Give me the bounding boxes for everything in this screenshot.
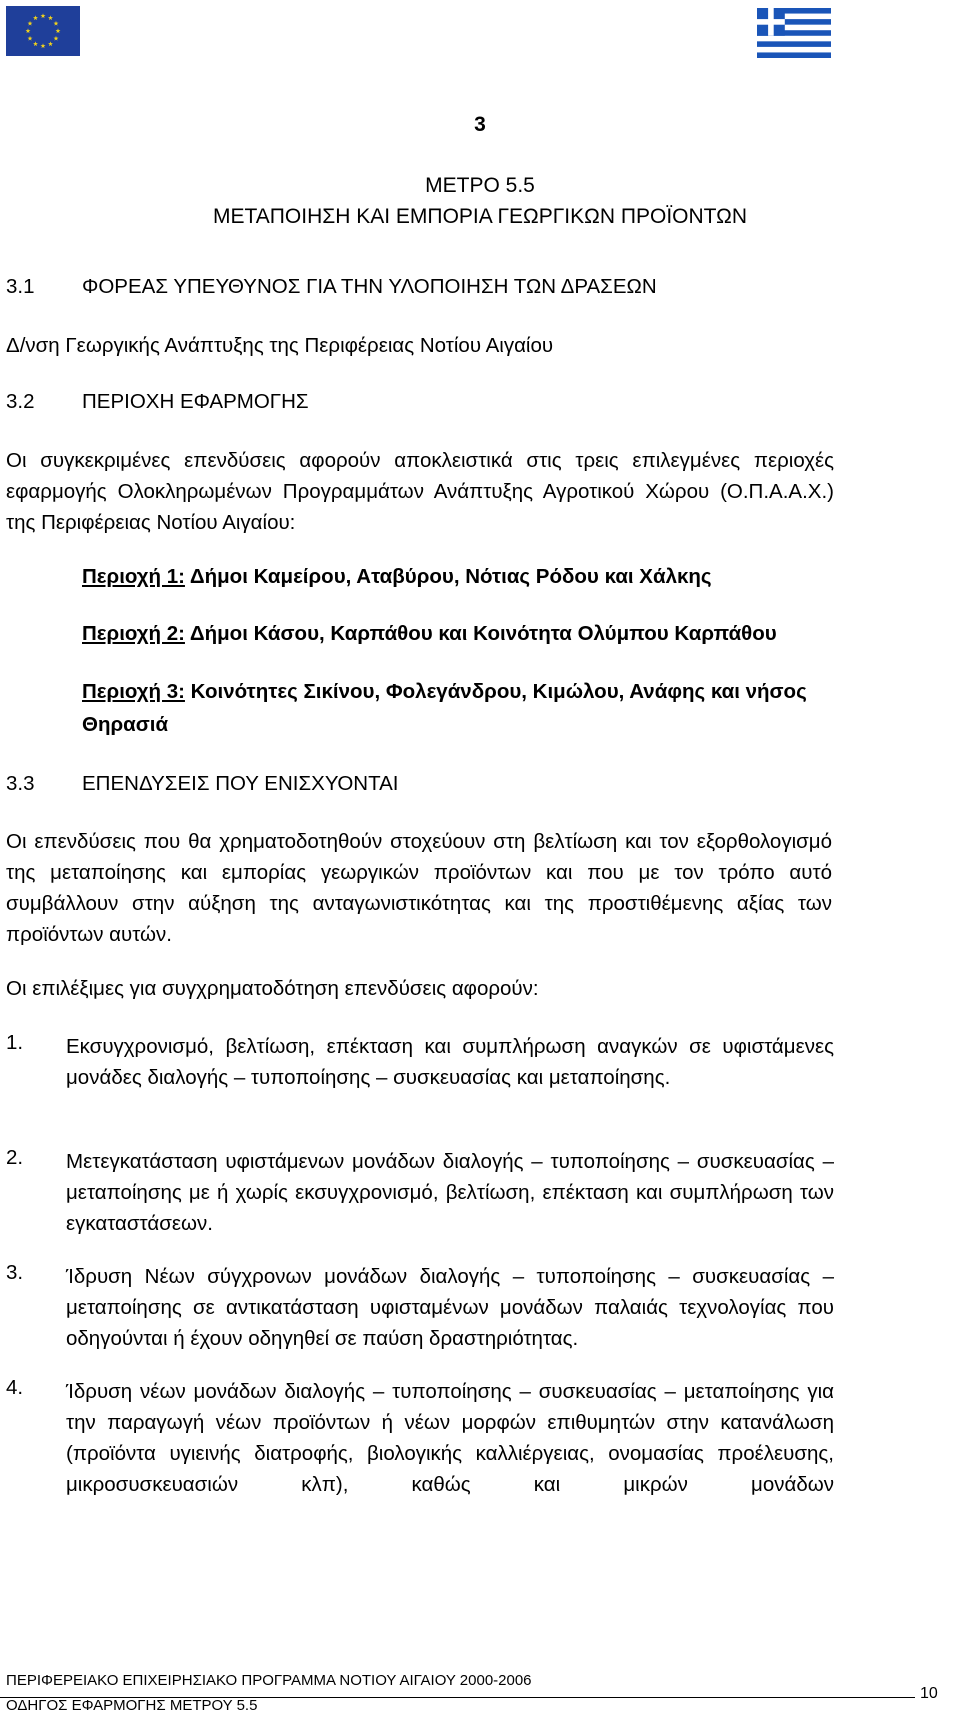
list-item-number: 1. — [6, 1031, 24, 1054]
measure-code: ΜΕΤΡΟ 5.5 — [425, 174, 535, 197]
list-item-number: 2. — [6, 1146, 24, 1169]
area-3 — [82, 675, 842, 741]
measure-heading — [0, 170, 960, 232]
area-text: Δήμοι Καμείρου, Αταβύρου, Νότιας Ρόδου και Χάλκης — [184, 565, 712, 588]
section-number: 3.2 — [6, 390, 35, 413]
chapter-number: 3 — [474, 113, 486, 136]
area-label: Περιοχή 2: — [82, 622, 185, 645]
section-title: ΕΠΕΝΔΥΣΕΙΣ ΠΟΥ ΕΝΙΣΧΥΟΝΤΑΙ — [82, 772, 399, 795]
list-item-number: 3. — [6, 1261, 24, 1284]
area-text: Δήμοι Κάσου, Καρπάθου και Κοινότητα Ολύμπου Καρπάθου — [184, 622, 777, 645]
section-3-2-body: Οι συγκεκριμένες επενδύσεις αφορούν αποκλειστικά στις τρεις επιλεγμένες περιοχές εφαρμογής Ολοκληρωμένων Προγραμμάτων Ανάπτυξης Αγροτικού Χώρου (Ο.Π.Α.Α.Χ.) της Περιφέρειας Νοτίου Αιγαίου: — [6, 449, 834, 534]
list-item-text: Ίδρυση νέων μονάδων διαλογής – τυποποίησης – συσκευασίας – μεταποίησης για την παραγωγή νέων προϊόντων ή νέων μορφών επιθυμητών στην κατανάλωση (προϊόντα υγιεινής διατροφής, βιολογικής καλλιέργειας, ονομασίας προέλευσης, μικροσυσκευασιών κλπ), καθώς και μικρών μονάδων — [66, 1380, 834, 1496]
section-3-3-body: Οι επενδύσεις που θα χρηματοδοτηθούν στοχεύουν στη βελτίωση και τον εξορθολογισμό της μεταποίησης και εμπορίας γεωργικών προϊόντων και που με τον τρόπο αυτό συμβάλλουν στην αύξηση της ανταγωνιστικότητας και της προστιθέμενης αξίας των προϊόντων αυτών. — [6, 830, 832, 946]
section-3-2-heading — [6, 390, 309, 414]
page-number: 10 — [920, 1685, 938, 1702]
list-item-text: Εκσυγχρονισμό, βελτίωση, επέκταση και συμπλήρωση αναγκών σε υφιστάμενες μονάδες διαλογής – τυποποίησης – συσκευασίας και μεταποίησης. — [66, 1035, 834, 1089]
section-number: 3.3 — [6, 772, 35, 795]
list-item-text: Μετεγκατάσταση υφιστάμενων μονάδων διαλογής – τυποποίησης – συσκευασίας – μεταποίησης με ή χωρίς εκσυγχρονισμό, βελτίωση, επέκταση και συμπλήρωση των εγκαταστάσεων. — [66, 1150, 834, 1235]
area-text: Κοινότητες Σικίνου, Φολεγάνδρου, Κιμώλου, Ανάφης και νήσος Θηρασιά — [82, 680, 807, 736]
section-3-1-heading — [6, 275, 657, 299]
section-3-3-heading — [6, 772, 398, 796]
footer-guide-title: ΟΔΗΓΟΣ ΕΦΑΡΜΟΓΗΣ ΜΕΤΡΟΥ 5.5 — [6, 1697, 258, 1714]
measure-title: ΜΕΤΑΠΟΙΗΣΗ ΚΑΙ ΕΜΠΟΡΙΑ ΓΕΩΡΓΙΚΩΝ ΠΡΟΪΟΝΤΩΝ — [212, 205, 747, 228]
area-label: Περιοχή 1: — [82, 565, 185, 588]
eligible-intro: Οι επιλέξιμες για συγχρηματοδότηση επενδύσεις αφορούν: — [6, 977, 539, 1000]
section-title: ΦΟΡΕΑΣ ΥΠΕΥΘΥΝΟΣ ΓΙΑ ΤΗΝ ΥΛΟΠΟΙΗΣΗ ΤΩΝ ΔΡΑΣΕΩΝ — [82, 275, 657, 298]
section-title: ΠΕΡΙΟΧΗ ΕΦΑΡΜΟΓΗΣ — [82, 390, 309, 413]
eu-flag-icon — [6, 6, 80, 56]
area-1 — [82, 560, 872, 593]
list-item-text: Ίδρυση Νέων σύγχρονων μονάδων διαλογής – τυποποίησης – συσκευασίας – μεταποίησης σε αντικατάσταση υφισταμένων μονάδων παλαιάς τεχνολογίας που οδηγούνται ή έχουν οδηγηθεί σε παύση δραστηριότητας. — [66, 1265, 834, 1350]
list-item-number: 4. — [6, 1376, 24, 1399]
area-label: Περιοχή 3: — [82, 680, 185, 703]
greek-flag-icon — [757, 8, 831, 58]
section-3-1-body: Δ/νση Γεωργικής Ανάπτυξης της Περιφέρειας Νοτίου Αιγαίου — [6, 334, 554, 357]
footer-program-title: ΠΕΡΙΦΕΡΕΙΑΚΟ ΕΠΙΧΕΙΡΗΣΙΑΚΟ ΠΡΟΓΡΑΜΜΑ ΝΟΤΙΟΥ ΑΙΓΑΙΟΥ 2000-2006 — [6, 1672, 532, 1689]
section-number: 3.1 — [6, 275, 35, 298]
area-2 — [82, 617, 872, 650]
